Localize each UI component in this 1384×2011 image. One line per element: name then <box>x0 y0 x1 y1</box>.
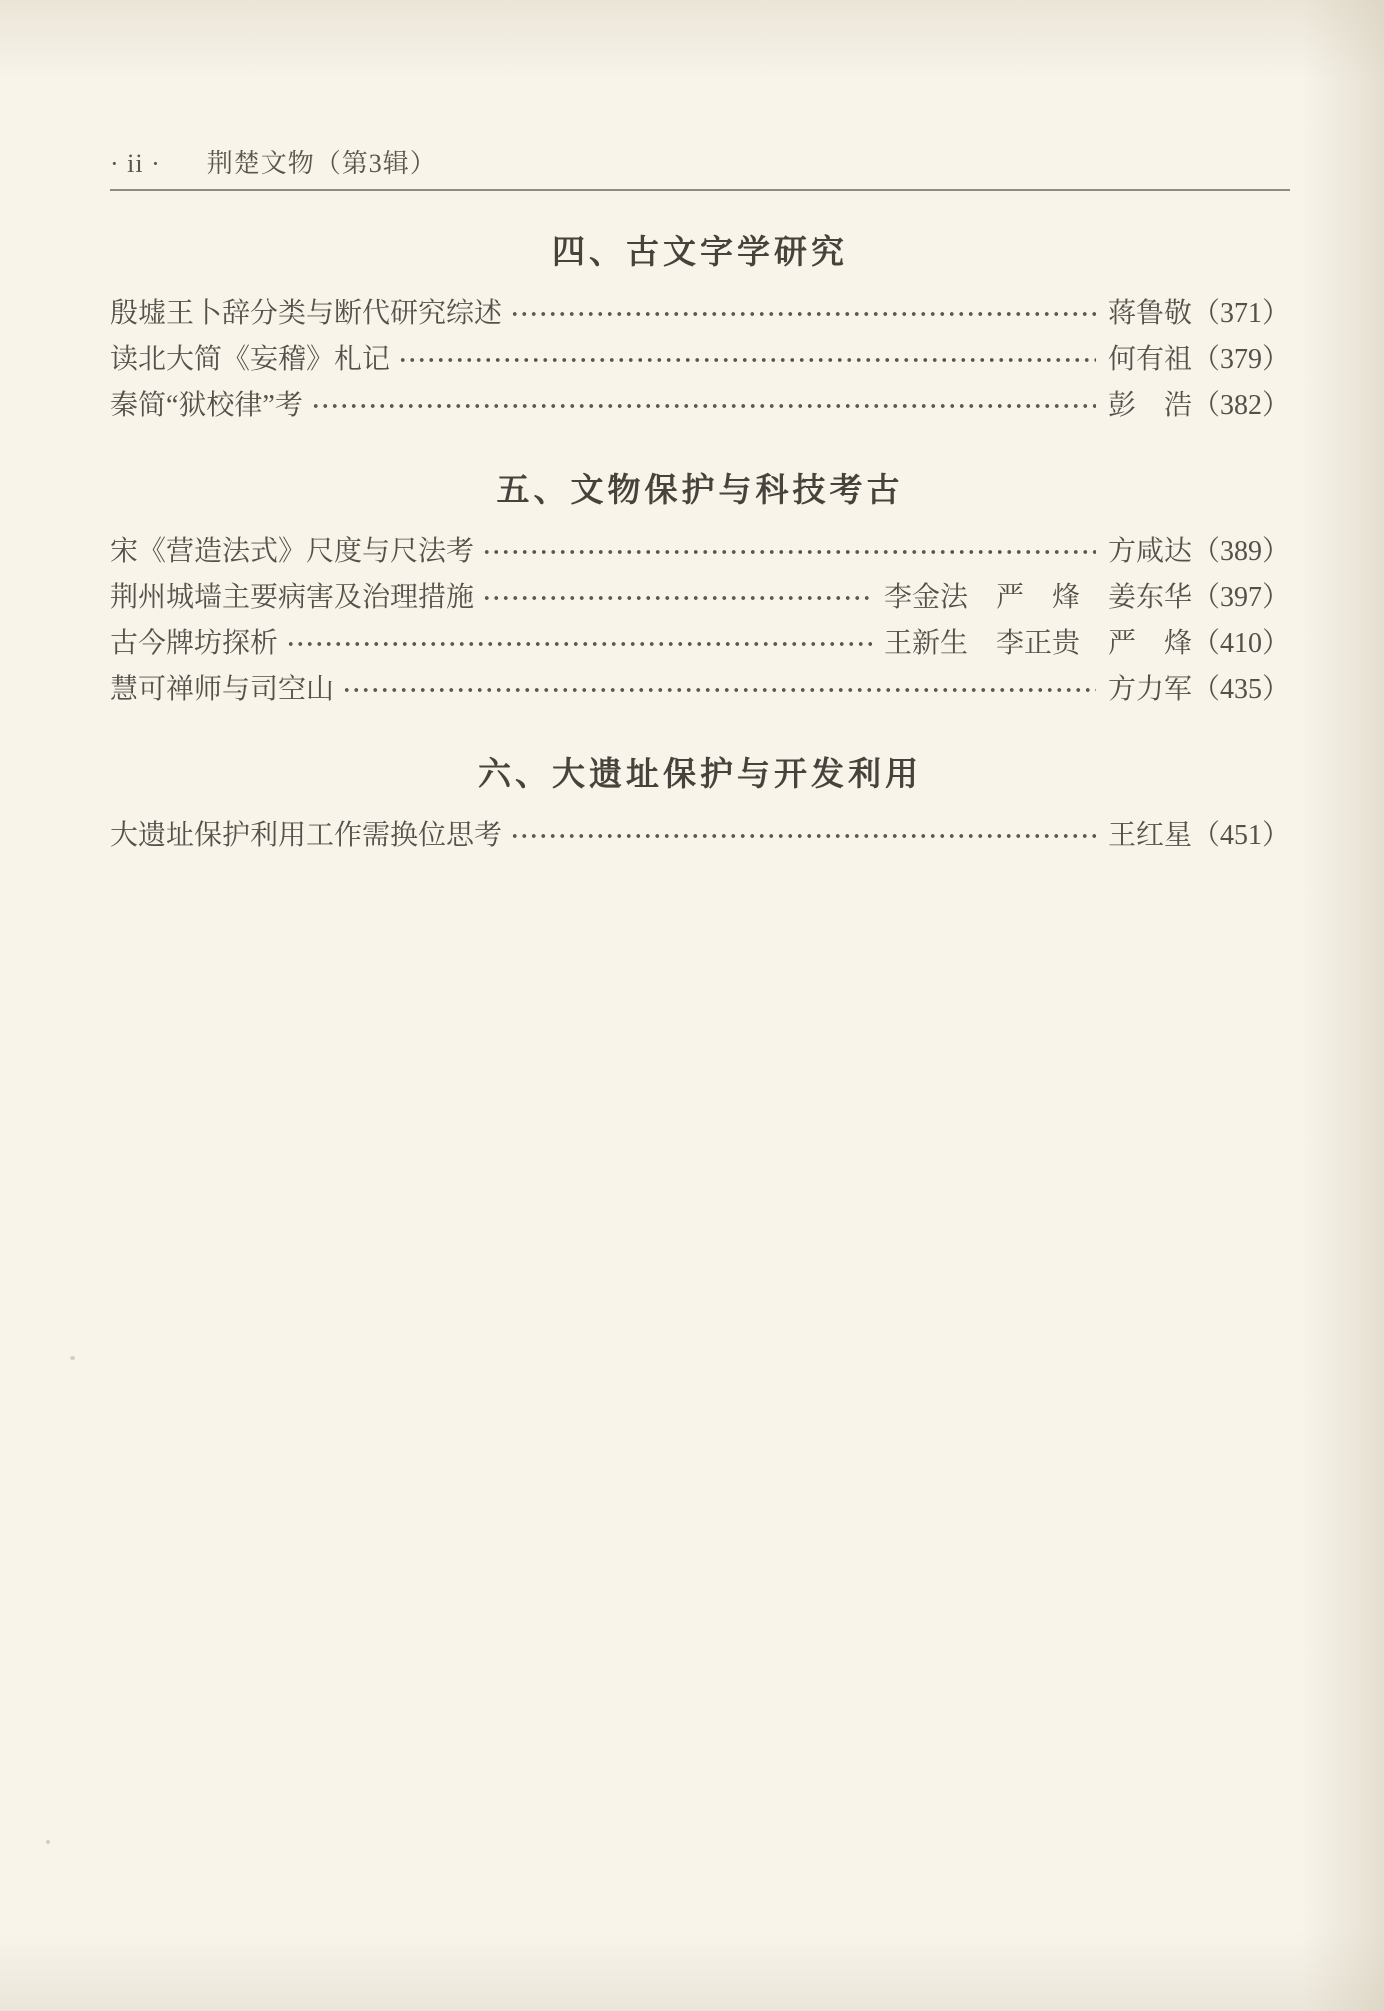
entry-page-number: （410） <box>1191 628 1290 659</box>
toc-entry <box>110 667 1290 713</box>
leader-dots <box>311 383 1096 429</box>
entry-page-number: （382） <box>1191 390 1290 421</box>
book-title: 荆楚文物（第3辑） <box>206 149 437 178</box>
section-entries <box>110 291 1290 429</box>
leader-dots <box>286 621 872 667</box>
toc-section <box>110 231 1290 429</box>
entry-title: 荆州城墙主要病害及治理措施 <box>110 582 475 613</box>
section-heading: 四、古文字学研究 <box>552 233 848 270</box>
section-heading: 六、大遗址保护与开发利用 <box>478 755 922 792</box>
toc-entry <box>110 813 1290 859</box>
entry-title: 宋《营造法式》尺度与尺法考 <box>110 536 475 567</box>
leader-dots <box>342 667 1096 713</box>
entry-authors: 蒋鲁敬 <box>1107 298 1192 329</box>
entry-authors: 王新生 李正贵 严 烽 <box>883 628 1192 659</box>
header-rule <box>110 189 1290 191</box>
toc-entry <box>110 575 1290 621</box>
entry-authors: 王红星 <box>1107 820 1192 851</box>
leader-dots <box>482 529 1096 575</box>
toc-entry <box>110 529 1290 575</box>
entry-title: 秦简“狱校律”考 <box>110 390 303 421</box>
entry-title: 大遗址保护利用工作需换位思考 <box>110 820 503 851</box>
entry-authors: 何有祖 <box>1107 344 1192 375</box>
toc-sections <box>110 231 1290 859</box>
running-header <box>110 148 1290 180</box>
entry-authors: 方咸达 <box>1107 536 1192 567</box>
section-entries <box>110 813 1290 859</box>
entry-title: 读北大简《妄稽》札记 <box>110 344 391 375</box>
entry-page-number: （379） <box>1191 344 1290 375</box>
entry-title: 慧可禅师与司空山 <box>110 674 335 705</box>
entry-authors: 彭 浩 <box>1107 390 1192 421</box>
toc-section <box>110 469 1290 713</box>
page-number-marker: · ii · <box>110 149 161 178</box>
toc-entry <box>110 383 1290 429</box>
entry-page-number: （435） <box>1191 674 1290 705</box>
toc-section <box>110 753 1290 859</box>
toc-entry <box>110 291 1290 337</box>
scanned-page <box>0 0 1384 859</box>
entry-title: 殷墟王卜辞分类与断代研究综述 <box>110 298 503 329</box>
entry-title: 古今牌坊探析 <box>110 628 279 659</box>
scan-speck <box>70 1356 75 1360</box>
toc-entry <box>110 337 1290 383</box>
leader-dots <box>510 813 1096 859</box>
entry-page-number: （397） <box>1191 582 1290 613</box>
section-entries <box>110 529 1290 713</box>
section-heading: 五、文物保护与科技考古 <box>496 471 904 508</box>
scan-speck <box>46 1840 50 1844</box>
leader-dots <box>398 337 1096 383</box>
entry-authors: 方力军 <box>1107 674 1192 705</box>
toc-entry <box>110 621 1290 667</box>
entry-page-number: （389） <box>1191 536 1290 567</box>
leader-dots <box>510 291 1096 337</box>
entry-authors: 李金法 严 烽 姜东华 <box>883 582 1192 613</box>
leader-dots <box>482 575 872 621</box>
entry-page-number: （451） <box>1191 820 1290 851</box>
entry-page-number: （371） <box>1191 298 1290 329</box>
